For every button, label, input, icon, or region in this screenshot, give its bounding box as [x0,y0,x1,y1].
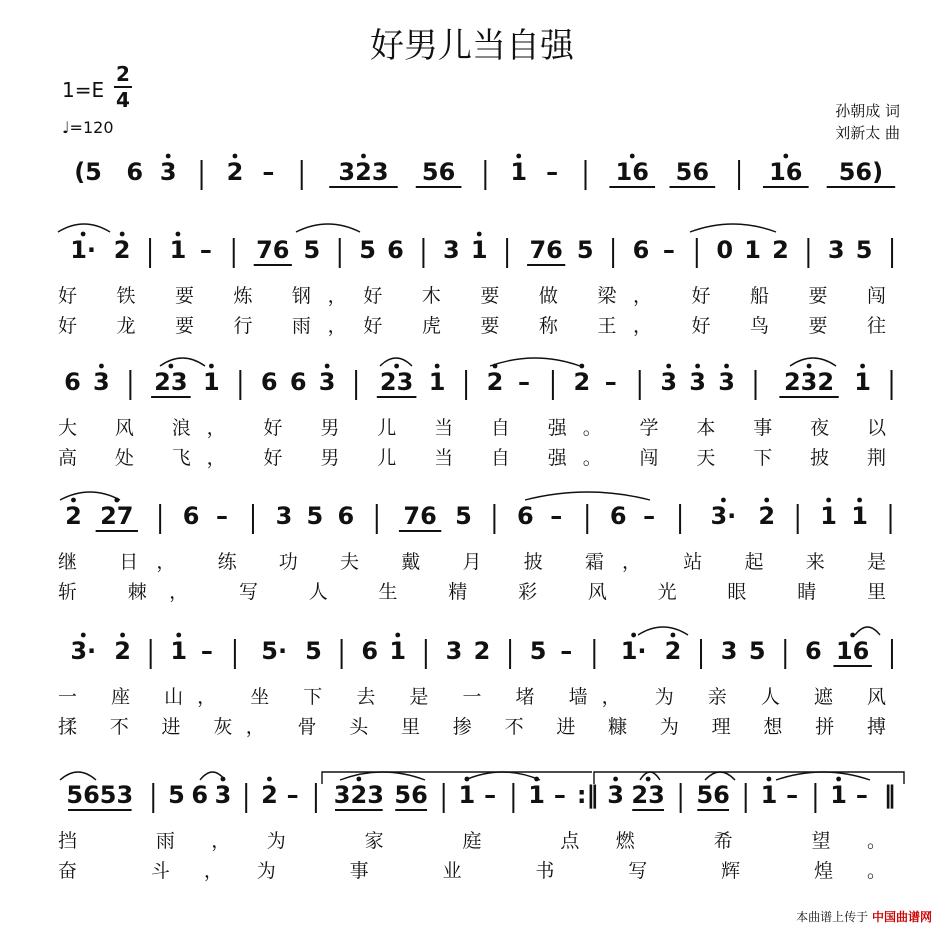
high-octave-dot [764,498,769,503]
high-octave-dot [857,498,862,503]
high-octave-dot [356,777,361,782]
notation-line-3 [64,364,891,400]
slur [340,772,425,780]
note-group: 1 [851,502,868,530]
high-octave-dot [233,154,238,159]
note-group: 56) [838,158,884,186]
high-octave-dot [394,364,399,369]
tempo-value: =120 [69,118,114,137]
note-group: 1 [510,158,528,186]
lyricist-credit: 孙朝成 词 [835,102,900,120]
note-group: – [604,368,617,396]
slur [490,358,580,366]
note-group: – [643,502,656,530]
note-group: 3 [442,236,460,264]
note-group: 76 [529,236,563,264]
note-group: – [262,158,275,186]
high-octave-dot [395,633,400,638]
note-group: – [550,502,563,530]
note-group: 2 [664,637,682,665]
song-title: 好男儿当自强 [370,26,574,66]
note-group: 5 [359,236,376,264]
note-group: 6 [609,502,627,530]
note-group: 1 [820,502,837,530]
slur [776,772,870,780]
note-group: 3· [710,502,737,530]
lyric-line-6-2: 奋 斗，为 事 业 书 写 辉 煌。 [58,860,887,882]
lyric-line-6-1: 挡 雨，为 家 庭 点燃 希 望。 [58,830,886,852]
note-group: – [484,781,497,809]
note-group: 2 [486,368,504,396]
source-prefix: 本曲谱上传于 [796,910,869,924]
high-octave-dot [120,232,125,237]
note-group: 1 [170,637,188,665]
slur [465,772,540,780]
notation-line-6 [66,777,895,813]
lyric-line-2-1: 好 铁 要 炼 钢，好 木 要 做 梁， 好 船 要 闯 [58,285,886,307]
high-octave-dot [807,364,812,369]
note-group: 6 [632,236,650,264]
slur [58,224,110,232]
slur [638,627,688,635]
note-group: 1· [70,236,97,264]
lyric-line-4-1: 继 日， 练 功 夫 戴 月 披 霜， 站 起 来 是 [58,551,887,573]
high-octave-dot [646,777,651,782]
high-octave-dot [176,633,181,638]
note-group: 2 [261,781,278,809]
high-octave-dot [631,633,636,638]
note-group: 1· [620,637,647,665]
high-octave-dot [860,364,865,369]
high-octave-dot [81,232,86,237]
slur [790,358,836,366]
high-octave-dot [767,777,772,782]
note-group: 5 [576,236,594,264]
note-group: – [517,368,530,396]
high-octave-dot [477,232,482,237]
note-group: 5 [305,637,322,665]
note-group: 56 [696,781,730,809]
high-octave-dot [516,154,521,159]
lyric-line-5-2: 揉 不 进 灰， 骨 头 里 掺 不 进 糠 为 理 想 拼 搏 [58,716,886,738]
lyric-line-5-1: 一 座 山， 坐 下 去 是 一 堵 墙， 为 亲 人 遮 风 [58,686,886,708]
high-octave-dot [325,364,330,369]
note-group: 2 [573,368,591,396]
note-group: 6 [64,368,81,396]
note-group: 3 [718,368,735,396]
high-octave-dot [209,364,214,369]
high-octave-dot [836,777,841,782]
note-group: 1 [169,236,187,264]
note-group: 1 [854,368,871,396]
note-group: 2 [758,502,776,530]
high-octave-dot [666,364,671,369]
note-group: 3· [70,637,97,665]
note-group: 3 [689,368,706,396]
note-group: 3 [214,781,232,809]
high-octave-dot [120,633,125,638]
note-group: 2 [473,637,491,665]
high-octave-dot [613,777,618,782]
note-group: 56 [675,158,710,186]
note-group: 16 [615,158,649,186]
note-group: – [855,781,868,809]
note-group: – [662,236,675,264]
note-group: 3 [720,637,738,665]
note-group: 1 [428,368,446,396]
high-octave-dot [176,232,181,237]
high-octave-dot [361,154,366,159]
note-group: 23 [631,781,665,809]
slur [690,224,776,232]
slur [60,772,96,780]
note-group: 5 [306,502,324,530]
note-group: – [200,637,213,665]
note-group: 5 [529,637,547,665]
note-group: 1 [470,236,488,264]
high-octave-dot [695,364,700,369]
high-octave-dot [579,364,584,369]
note-group: 5653 [66,781,134,809]
high-octave-dot [267,777,272,782]
note-group: 5 [303,236,321,264]
note-group: 2 [114,637,131,665]
note-group: – [199,236,212,264]
high-octave-dot [71,498,76,503]
note-group: 5 [168,781,185,809]
note-group: 6 [337,502,355,530]
note-group: 16 [769,158,803,186]
note-group: 6 [260,368,278,396]
key-signature: 1=E [62,78,105,102]
note-group: 2 [65,502,82,530]
high-octave-dot [99,364,104,369]
note-group: 27 [100,502,134,530]
note-group: 3 [275,502,293,530]
note-group: 2 [226,158,244,186]
slur [60,492,120,500]
note-group: 6 [361,637,379,665]
note-group: 0 [716,236,734,264]
lyric-line-2-2: 好 龙 要 行 雨，好 虎 要 称 王， 好 鸟 要 往 [58,315,886,337]
note-group: 23 [154,368,188,396]
lyric-line-3-2: 高 处 飞， 好 男 儿 当 自 强。 闯 天 下 披 荆 [58,447,887,469]
note-group: – [553,781,566,809]
note-group: 6 [289,368,307,396]
high-octave-dot [630,154,635,159]
note-group: 323 [338,158,389,186]
quarter-note-icon: ♩ [62,118,70,137]
note-group: 1 [528,781,545,809]
lyric-line-3-1: 大 风 浪， 好 男 儿 当 自 强。 学 本 事 夜 以 [58,417,887,439]
high-octave-dot [81,633,86,638]
note-group: 1 [203,368,220,396]
high-octave-dot [826,498,831,503]
note-group: – [560,637,573,665]
note-group: 5· [261,637,288,665]
note-group: 5 [748,637,766,665]
notation-line-4 [65,498,890,534]
note-group: 3 [445,637,463,665]
note-group: 3 [607,781,624,809]
note-group: 1 [760,781,778,809]
note-group: 56 [421,158,456,186]
slur [160,358,205,366]
time-sig-bottom: 4 [116,88,130,112]
note-group: 1 [744,236,761,264]
slur [705,772,735,780]
time-sig-top: 2 [116,62,130,86]
notation-line-1 [74,154,895,190]
high-octave-dot [721,498,726,503]
notation-line-5 [70,633,892,669]
note-group: – [216,502,229,530]
note-group: 3 [827,236,845,264]
high-octave-dot [783,154,788,159]
note-group: 5 [455,502,472,530]
note-group: 3 [660,368,678,396]
composer-credit: 刘新太 曲 [835,124,900,142]
note-group: 2 [113,236,131,264]
note-group: 6 [516,502,534,530]
note-group: (5 [74,158,102,186]
note-group: 3 [93,368,110,396]
slur [296,224,360,232]
high-octave-dot [166,154,171,159]
note-group: 6 [387,236,404,264]
high-octave-dot [724,364,729,369]
note-group: 6 [126,158,144,186]
high-octave-dot [850,633,855,638]
note-group: 2 [772,236,789,264]
note-group: 323 [333,781,384,809]
note-group: 76 [256,236,290,264]
note-group: – [786,781,799,809]
note-group: – [546,158,559,186]
note-group: 56 [394,781,428,809]
high-octave-dot [671,633,676,638]
note-group: 3 [159,158,177,186]
lyric-line-4-2: 斩 棘， 写 人 生 精 彩 风 光 眼 睛 里 [58,581,886,603]
note-group: 5 [855,236,873,264]
source-brand: 中国曲谱网 [871,910,932,924]
note-group: 16 [835,637,870,665]
notation-line-2 [70,232,892,268]
note-group: 232 [783,368,835,396]
note-group: 3 [318,368,336,396]
slur [525,492,650,500]
note-group: 6 [191,781,209,809]
note-group: 1 [389,637,407,665]
high-octave-dot [168,364,173,369]
note-group: 1 [458,781,476,809]
note-group: 6 [804,637,822,665]
note-group: 1 [830,781,847,809]
note-group: 76 [403,502,437,530]
note-group: – [286,781,299,809]
note-group: 6 [182,502,200,530]
high-octave-dot [435,364,440,369]
source-credit [796,908,932,925]
note-group: ‖ [883,781,896,809]
note-group: :‖ [576,781,599,809]
slur [855,627,880,635]
note-group: 23 [379,368,414,396]
